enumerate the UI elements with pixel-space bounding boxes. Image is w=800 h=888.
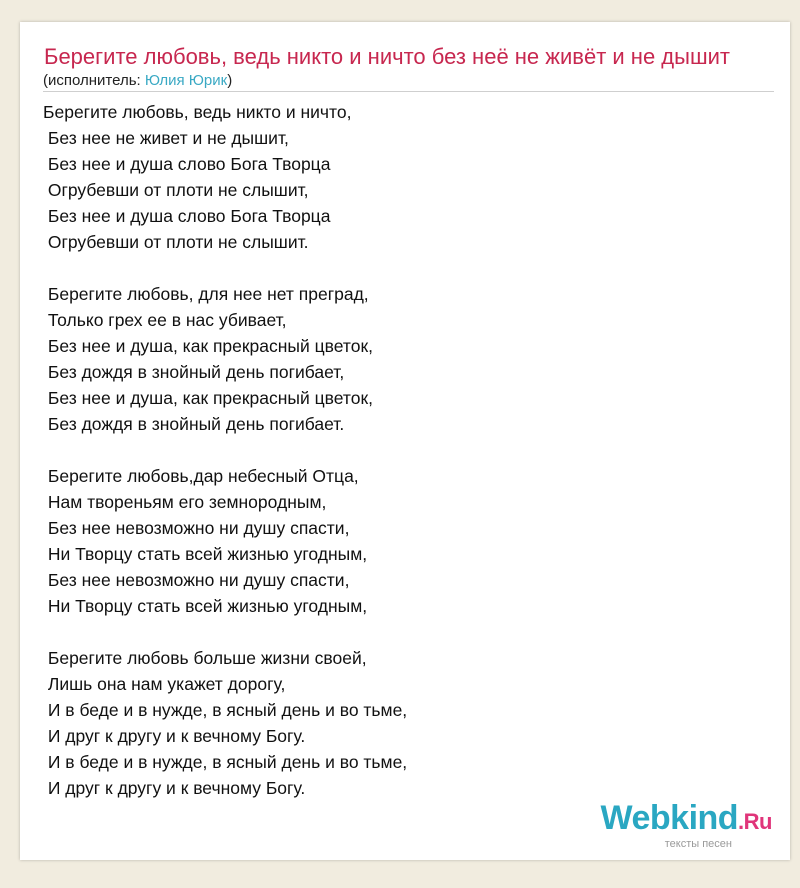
- site-logo[interactable]: [601, 801, 773, 850]
- lyrics-card: [20, 22, 790, 860]
- artist-link[interactable]: Юлия Юрик: [144, 72, 228, 89]
- lyric-line: И друг к другу и к вечному Богу.: [43, 726, 306, 746]
- lyric-line: Берегите любовь больше жизни своей,: [43, 648, 367, 668]
- artist-prefix: (исполнитель:: [43, 72, 145, 89]
- lyric-line: Ни Творцу стать всей жизнью угодным,: [43, 596, 368, 616]
- stanza-gap: [43, 437, 790, 463]
- lyric-line: Без нее и душа слово Бога Творца: [43, 206, 331, 226]
- lyric-line: Берегите любовь,дар небесный Отца,: [43, 466, 359, 486]
- lyric-line: Огрубевши от плоти не слышит.: [43, 232, 309, 252]
- lyric-line: Лишь она нам укажет дорогу,: [43, 674, 286, 694]
- logo-tld: .Ru: [738, 809, 772, 834]
- lyric-line: Без нее и душа, как прекрасный цветок,: [43, 388, 373, 408]
- lyric-line: Нам твореньям его земнородным,: [43, 492, 327, 512]
- lyric-line: Без нее и душа, как прекрасный цветок,: [43, 336, 373, 356]
- lyric-line: Без нее невозможно ни душу спасти,: [43, 570, 350, 590]
- lyric-line: Без дождя в знойный день погибает,: [43, 362, 345, 382]
- lyric-line: Без дождя в знойный день погибает.: [43, 414, 345, 434]
- stanza-gap: [43, 619, 790, 645]
- artist-line: [20, 71, 790, 89]
- lyric-line: И в беде и в нужде, в ясный день и во тьме,: [43, 700, 408, 720]
- artist-suffix: ): [227, 72, 233, 89]
- lyric-line: Берегите любовь, для нее нет преград,: [43, 284, 369, 304]
- lyric-line: И в беде и в нужде, в ясный день и во тьме,: [43, 752, 408, 772]
- logo-wordmark: [601, 801, 773, 839]
- lyric-line: Без нее не живет и не дышит,: [43, 128, 289, 148]
- song-title: Берегите любовь, ведь никто и ничто без неё не живёт и не дышит: [44, 44, 730, 69]
- lyric-line: Ни Творцу стать всей жизнью угодным,: [43, 544, 368, 564]
- lyrics-text: [20, 92, 790, 801]
- lyric-line: И друг к другу и к вечному Богу.: [43, 778, 306, 798]
- stanza-gap: [43, 255, 790, 281]
- lyric-line: Без нее и душа слово Бога Творца: [43, 154, 331, 174]
- lyric-line: Огрубевши от плоти не слышит,: [43, 180, 309, 200]
- lyric-line: Без нее невозможно ни душу спасти,: [43, 518, 350, 538]
- lyric-line: Только грех ее в нас убивает,: [43, 310, 287, 330]
- logo-tagline: тексты песен: [664, 838, 732, 850]
- logo-name: Webkind: [600, 799, 739, 837]
- lyric-line: Берегите любовь, ведь никто и ничто,: [43, 102, 352, 122]
